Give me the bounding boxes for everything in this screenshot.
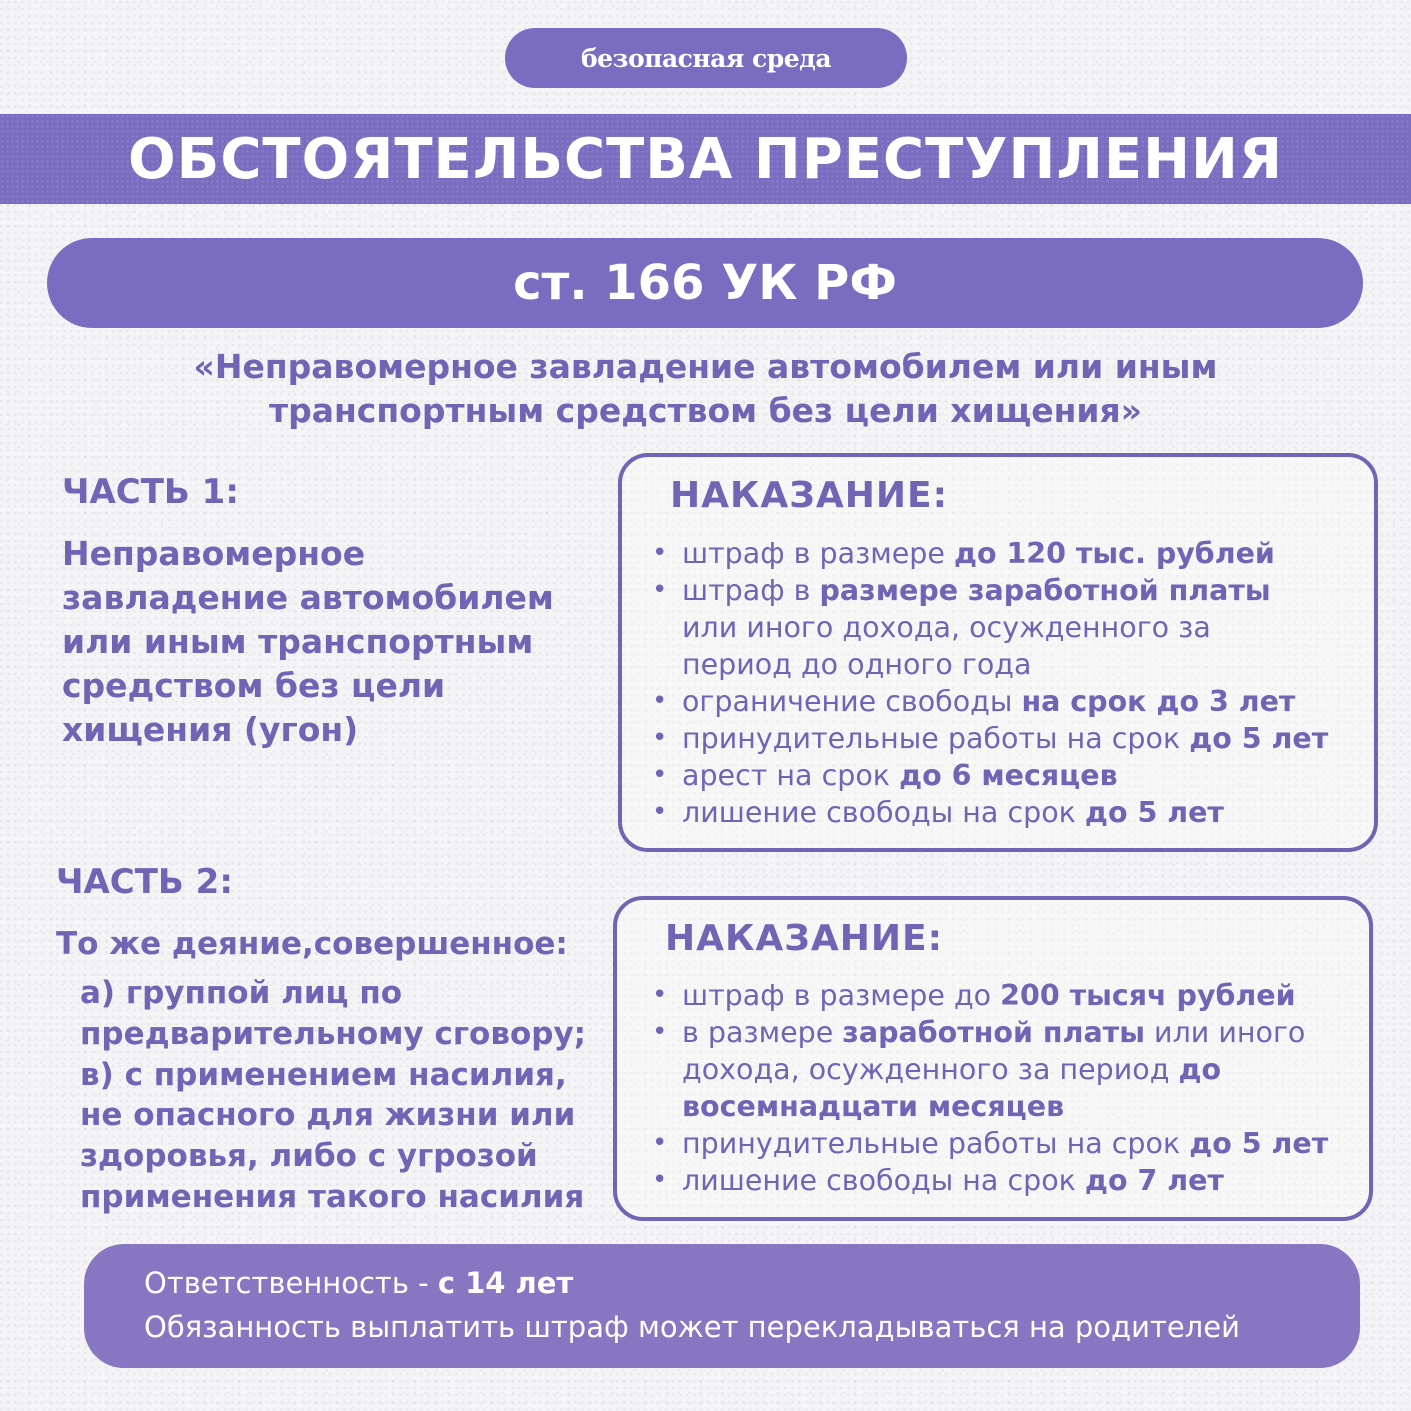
- punishment-emphasis: до 120 тыс. рублей: [953, 537, 1275, 570]
- punishment-text: лишение свободы на срок: [682, 1164, 1085, 1197]
- punishment-emphasis: 200 тысяч рублей: [1000, 979, 1296, 1012]
- punishment-item-continuation: [650, 609, 1328, 646]
- punishment-list: [650, 535, 1328, 831]
- punishment-text: штраф в: [682, 574, 820, 607]
- punishment-text: или иного дохода, осужденного за: [682, 611, 1211, 644]
- punishment-text: период до одного года: [682, 648, 1032, 681]
- punishment-item: [650, 1125, 1328, 1162]
- punishment-item: [650, 535, 1328, 572]
- punishment-item: [650, 977, 1328, 1014]
- punishment-emphasis: до 5 лет: [1084, 796, 1224, 829]
- brand-label: безопасная среда: [580, 43, 832, 73]
- fine-note: Обязанность выплатить штраф может перекладываться на родителей: [144, 1310, 1240, 1344]
- part2-conditions: [80, 973, 615, 1218]
- punishment-text: ограничение свободы: [682, 685, 1022, 718]
- condition-line: а) группой лиц по: [80, 975, 403, 1011]
- punishment-text: лишение свободы на срок: [682, 796, 1085, 829]
- brand-badge: [505, 28, 907, 88]
- punishment-text: штраф в размере: [682, 537, 954, 570]
- punishment-item: [650, 572, 1328, 609]
- condition-line: применения такого насилия: [80, 1178, 585, 1215]
- condition-line: не опасного для жизни или: [80, 1097, 576, 1134]
- part2-intro: То же деяние,совершенное:: [56, 926, 568, 962]
- crime-name-line: транспортным средством без цели хищения»: [268, 391, 1143, 430]
- part2-heading: ЧАСТЬ 2:: [56, 862, 233, 902]
- part1-description: Неправомерное завладение автомобилем или иным транспортным средством без цели хищения (угон): [62, 534, 554, 749]
- punishment-text: или иного: [1144, 1016, 1306, 1049]
- punishment-list: [650, 977, 1328, 1199]
- punishment-item-continuation: [650, 646, 1328, 683]
- punishment-item: [650, 1162, 1328, 1199]
- punishment-emphasis: на срок до 3 лет: [1021, 685, 1296, 718]
- page-title: ОБСТОЯТЕЛЬСТВА ПРЕСТУПЛЕНИЯ: [128, 126, 1283, 192]
- article-number: ст. 166 УК РФ: [513, 255, 897, 311]
- part1-heading: ЧАСТЬ 1:: [62, 472, 239, 512]
- punishment-item: [650, 757, 1328, 794]
- punishment-title: НАКАЗАНИЕ:: [670, 475, 948, 516]
- punishment-title: НАКАЗАНИЕ:: [665, 918, 943, 959]
- crime-name: [100, 345, 1311, 433]
- responsibility-label: Ответственность -: [144, 1266, 438, 1300]
- punishment-text: арест на срок: [682, 759, 900, 792]
- part1-punishment-box: [618, 453, 1378, 852]
- punishment-emphasis: восемнадцати месяцев: [682, 1090, 1065, 1123]
- punishment-item: [650, 1014, 1328, 1051]
- article-badge: [47, 238, 1363, 328]
- punishment-emphasis: размере заработной платы: [819, 574, 1271, 607]
- punishment-emphasis: до 5 лет: [1189, 722, 1329, 755]
- punishment-item: [650, 683, 1328, 720]
- part2-punishment-box: [613, 896, 1373, 1221]
- punishment-emphasis: до 6 месяцев: [899, 759, 1118, 792]
- punishment-emphasis: до 7 лет: [1084, 1164, 1224, 1197]
- punishment-emphasis: до: [1178, 1053, 1222, 1086]
- punishment-item: [650, 794, 1328, 831]
- punishment-item-continuation: [650, 1088, 1328, 1125]
- punishment-text: принудительные работы на срок: [682, 722, 1190, 755]
- condition-line: предварительному сговору;: [80, 1015, 587, 1052]
- punishment-item: [650, 720, 1328, 757]
- responsibility-age: [144, 1266, 573, 1300]
- page-title-banner: [0, 114, 1411, 204]
- condition-line: в) с применением насилия,: [80, 1056, 567, 1093]
- punishment-emphasis: до 5 лет: [1189, 1127, 1329, 1160]
- responsibility-value: с 14 лет: [437, 1266, 574, 1300]
- punishment-text: штраф в размере до: [682, 979, 1001, 1012]
- punishment-emphasis: заработной платы: [842, 1016, 1145, 1049]
- punishment-text: дохода, осужденного за период: [682, 1053, 1179, 1086]
- punishment-text: принудительные работы на срок: [682, 1127, 1190, 1160]
- crime-name-line: «Неправомерное завладение автомобилем или иным: [193, 347, 1218, 386]
- punishment-text: в размере: [682, 1016, 843, 1049]
- footer-note: [84, 1244, 1360, 1368]
- punishment-item-continuation: [650, 1051, 1328, 1088]
- condition-line: здоровья, либо с угрозой: [80, 1138, 538, 1175]
